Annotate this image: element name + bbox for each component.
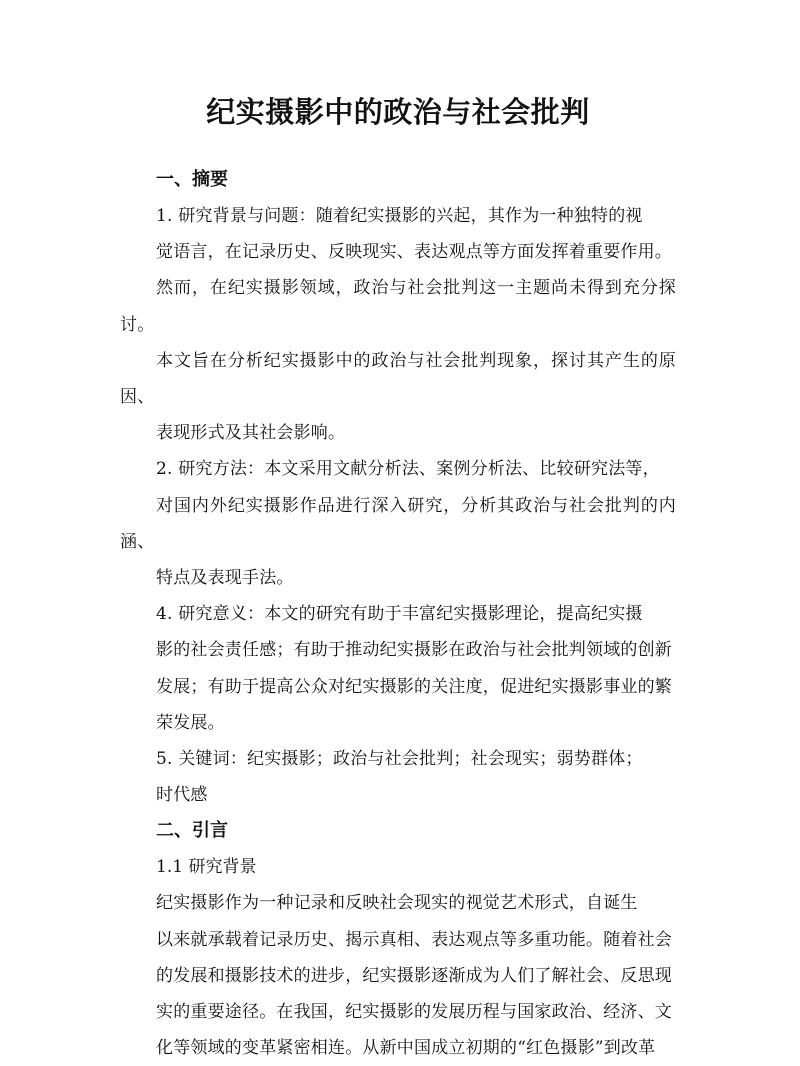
text-line: 时代感 [156, 785, 208, 806]
text-line: 的发展和摄影技术的进步，纪实摄影逐渐成为人们了解社会、反思现 [156, 965, 672, 986]
text-line: 化等领域的变革紧密相连。从新中国成立初期的“红色摄影”到改革 [156, 1038, 656, 1059]
text-line: 表现形式及其社会影响。 [156, 423, 346, 444]
introduction-paragraph [120, 885, 676, 1066]
text-line: 觉语言，在记录历史、反映现实、表达观点等方面发挥着重要作用。 [156, 242, 672, 263]
text-line: 发展；有助于提高公众对纪实摄影的关注度，促进纪实摄影事业的繁 [156, 676, 672, 697]
text-line: 特点及表现手法。 [156, 568, 294, 589]
text-line: 2. 研究方法：本文采用文献分析法、案例分析法、比较研究法等， [156, 459, 660, 480]
text-line: 对国内外纪实摄影作品进行深入研究，分析其政治与社会批判的内涵、 [120, 495, 676, 552]
text-line: 然而，在纪实摄影领域，政治与社会批判这一主题尚未得到充分探讨。 [120, 278, 676, 335]
abstract-paragraph-keywords [120, 741, 676, 813]
abstract-paragraph-background [120, 198, 676, 451]
section-heading-abstract: 一、摘要 [156, 169, 228, 190]
document-title: 纪实摄影中的政治与社会批判 [206, 95, 590, 129]
text-line: 纪实摄影作为一种记录和反映社会现实的视觉艺术形式，自诞生 [156, 893, 638, 914]
abstract-paragraph-method [120, 451, 676, 596]
text-line: 实的重要途径。在我国，纪实摄影的发展历程与国家政治、经济、文 [156, 1002, 672, 1023]
text-line: 4. 研究意义：本文的研究有助于丰富纪实摄影理论，提高纪实摄 [156, 604, 643, 625]
text-line: 以来就承载着记录历史、揭示真相、表达观点等多重功能。随着社会 [156, 929, 672, 950]
text-line: 1. 研究背景与问题：随着纪实摄影的兴起，其作为一种独特的视 [156, 206, 643, 226]
text-line: 荣发展。 [156, 712, 225, 733]
text-line: 影的社会责任感；有助于推动纪实摄影在政治与社会批判领域的创新 [156, 640, 672, 661]
text-line: 5. 关键词：纪实摄影；政治与社会批判；社会现实；弱势群体； [156, 749, 643, 770]
section-heading-introduction: 二、引言 [156, 820, 228, 842]
text-line: 本文旨在分析纪实摄影中的政治与社会批判现象，探讨其产生的原因、 [120, 350, 676, 408]
abstract-paragraph-significance [120, 596, 676, 741]
subsection-heading-background: 1.1 研究背景 [156, 857, 257, 878]
